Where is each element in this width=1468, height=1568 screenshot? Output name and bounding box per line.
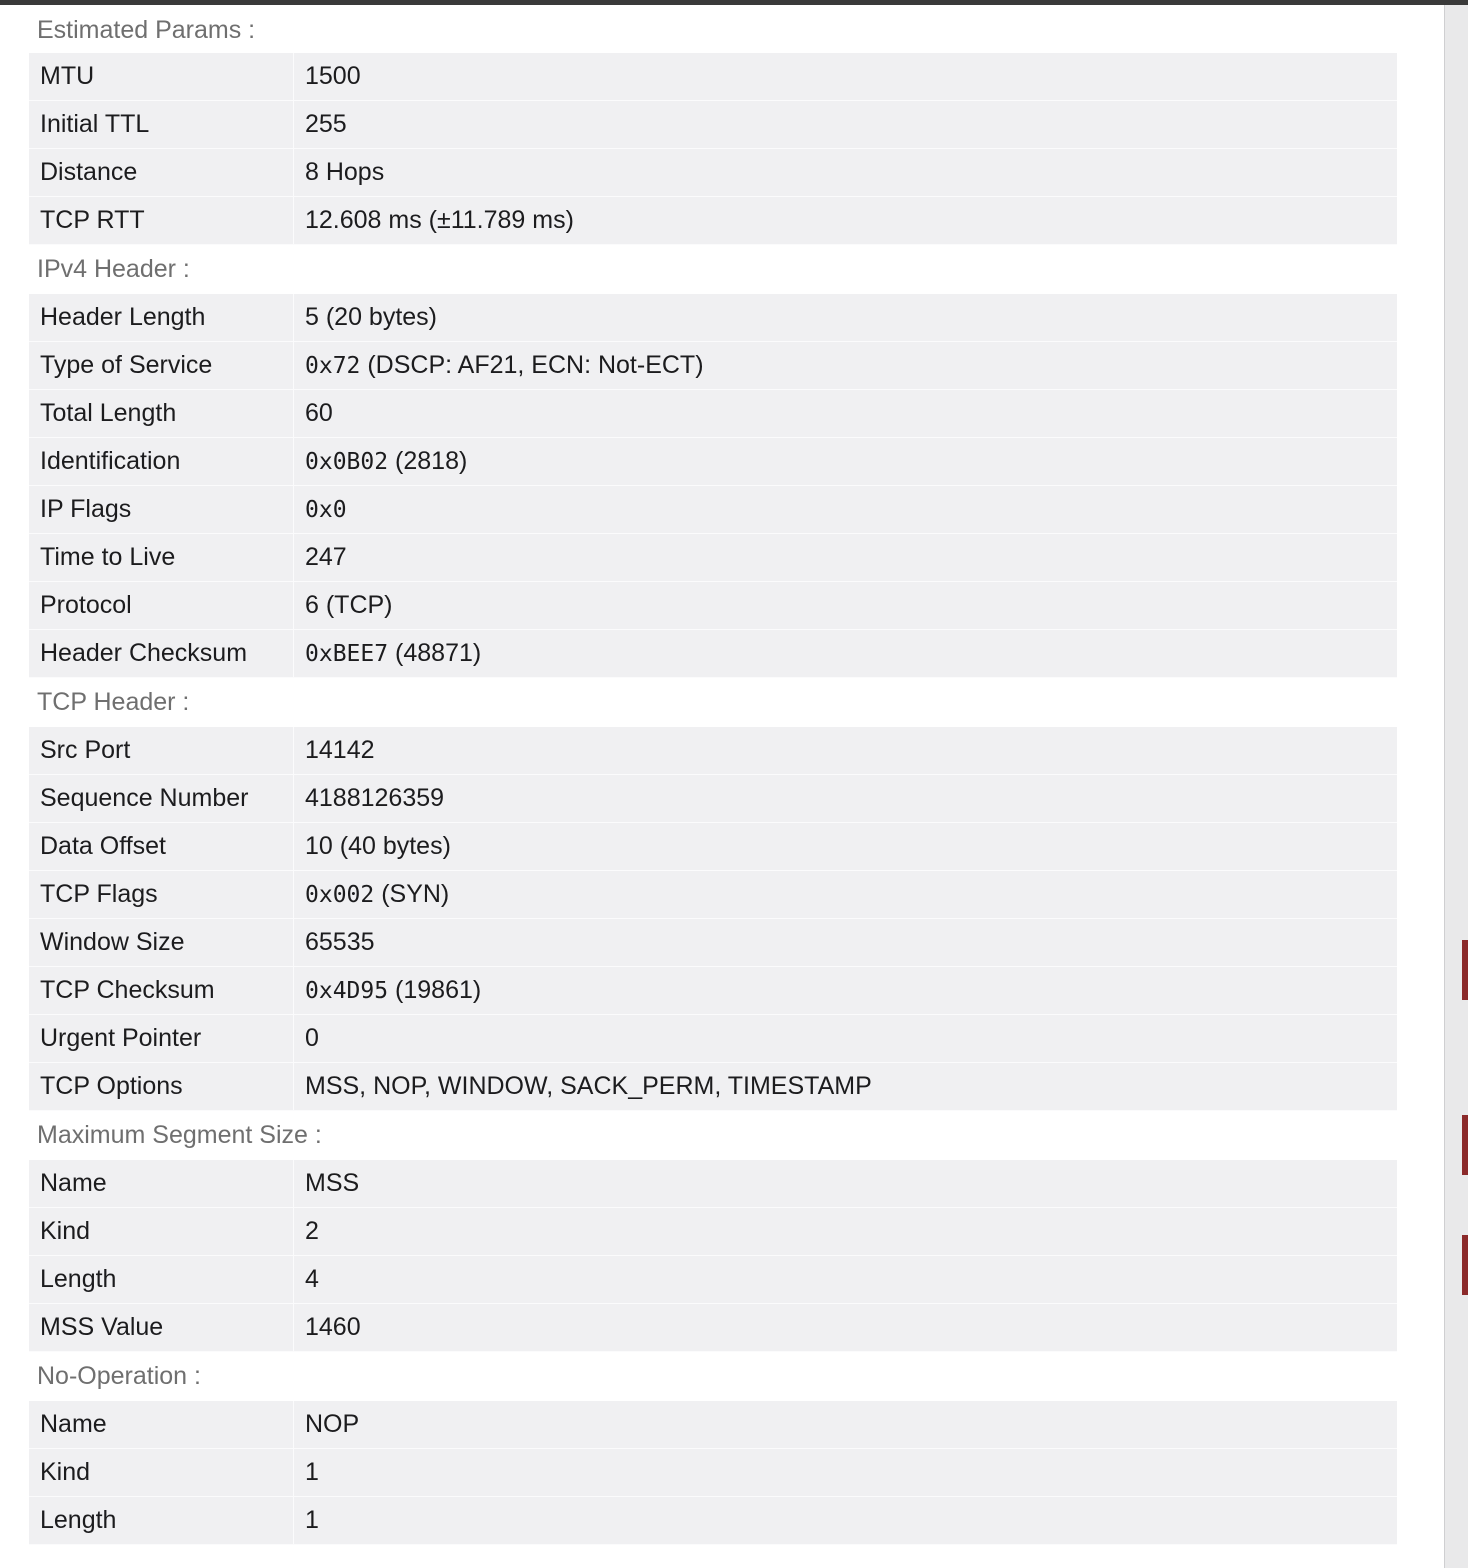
row-value: 12.608 ms (±11.789 ms): [305, 206, 574, 234]
row-key: MSS Value: [29, 1304, 294, 1351]
table-row: [29, 727, 1397, 775]
row-key: Type of Service: [29, 342, 294, 389]
row-key: Sequence Number: [29, 775, 294, 822]
row-key: TCP RTT: [29, 197, 294, 244]
row-value: 247: [305, 543, 347, 571]
row-key: Data Offset: [29, 823, 294, 870]
row-key: Identification: [29, 438, 294, 485]
table-row: [29, 1015, 1397, 1063]
table-row: [29, 823, 1397, 871]
background-window-marker: [1462, 940, 1468, 1000]
row-value: 4: [305, 1265, 319, 1293]
section-title-tcp-header: TCP Header :: [37, 688, 190, 716]
table-row: [29, 871, 1397, 919]
background-window-edge: [1444, 5, 1468, 1568]
row-value: [294, 342, 1397, 389]
row-key: Distance: [29, 149, 294, 196]
table-row: [29, 101, 1397, 149]
row-value: 8 Hops: [305, 158, 385, 186]
row-value: 4188126359: [305, 784, 445, 812]
value-detail: (SYN): [381, 880, 450, 908]
row-key: Length: [29, 1256, 294, 1303]
section-title-no-operation: No-Operation :: [37, 1362, 201, 1390]
table-row: [29, 1401, 1397, 1449]
row-value: MSS, NOP, WINDOW, SACK_PERM, TIMESTAMP: [305, 1072, 872, 1100]
row-value: 60: [305, 399, 333, 427]
table-row: [29, 294, 1397, 342]
table-row: [29, 149, 1397, 197]
row-key: Name: [29, 1401, 294, 1448]
hex-value: 0x4D95: [305, 978, 389, 1004]
hex-value: 0x002: [305, 882, 375, 908]
table-row: [29, 390, 1397, 438]
row-key: Protocol: [29, 582, 294, 629]
row-value: [294, 630, 1397, 677]
table-row: [29, 630, 1397, 678]
table-row: [29, 53, 1397, 101]
row-value: 6 (TCP): [305, 591, 393, 619]
table-row: [29, 197, 1397, 245]
row-value: NOP: [305, 1410, 360, 1438]
table-row: [29, 1063, 1397, 1111]
background-window-marker: [1462, 1115, 1468, 1175]
value-detail: (19861): [395, 976, 482, 1004]
row-key: Urgent Pointer: [29, 1015, 294, 1062]
row-value: 65535: [305, 928, 375, 956]
value-detail: (DSCP: AF21, ECN: Not-ECT): [367, 351, 704, 379]
table-row: [29, 582, 1397, 630]
row-value: 2: [305, 1217, 319, 1245]
row-value: [294, 486, 1397, 533]
row-value: [294, 967, 1397, 1014]
table-row: [29, 438, 1397, 486]
row-key: Header Length: [29, 294, 294, 341]
row-key: Time to Live: [29, 534, 294, 581]
value-detail: (2818): [395, 447, 468, 475]
row-key: Name: [29, 1160, 294, 1207]
section-title-estimated-params: Estimated Params :: [37, 16, 256, 44]
background-window-marker: [1462, 1235, 1468, 1295]
row-key: TCP Checksum: [29, 967, 294, 1014]
table-row: [29, 919, 1397, 967]
table-row: [29, 1497, 1397, 1545]
row-key: Initial TTL: [29, 101, 294, 148]
row-key: TCP Options: [29, 1063, 294, 1110]
section-title-ipv4-header: IPv4 Header :: [37, 255, 190, 283]
table-row: [29, 486, 1397, 534]
row-key: Src Port: [29, 727, 294, 774]
row-value: [294, 871, 1397, 918]
table-row: [29, 1304, 1397, 1352]
table-row: [29, 1208, 1397, 1256]
hex-value: 0x0B02: [305, 449, 389, 475]
row-key: MTU: [29, 53, 294, 100]
hex-value: 0x0: [305, 497, 347, 523]
row-key: Kind: [29, 1449, 294, 1496]
row-key: IP Flags: [29, 486, 294, 533]
packet-details-panel: [29, 5, 1397, 1545]
section-title-maximum-segment-size: Maximum Segment Size :: [37, 1121, 322, 1149]
row-key: Window Size: [29, 919, 294, 966]
table-row: [29, 1256, 1397, 1304]
row-value: 10 (40 bytes): [305, 832, 451, 860]
row-value: MSS: [305, 1169, 360, 1197]
row-value: [294, 438, 1397, 485]
hex-value: 0xBEE7: [305, 641, 389, 667]
row-key: Kind: [29, 1208, 294, 1255]
value-detail: (48871): [395, 639, 482, 667]
table-row: [29, 1449, 1397, 1497]
row-value: 1: [305, 1458, 319, 1486]
table-row: [29, 534, 1397, 582]
row-value: 1: [305, 1506, 319, 1534]
row-value: 0: [305, 1024, 319, 1052]
row-value: 5 (20 bytes): [305, 303, 438, 331]
row-key: Header Checksum: [29, 630, 294, 677]
row-value: 1500: [305, 62, 361, 90]
hex-value: 0x72: [305, 353, 361, 379]
table-row: [29, 1160, 1397, 1208]
row-value: 255: [305, 110, 347, 138]
table-row: [29, 967, 1397, 1015]
row-key: Length: [29, 1497, 294, 1544]
row-key: Total Length: [29, 390, 294, 437]
table-row: [29, 342, 1397, 390]
row-key: TCP Flags: [29, 871, 294, 918]
row-value: 14142: [305, 736, 375, 764]
row-value: 1460: [305, 1313, 361, 1341]
table-row: [29, 775, 1397, 823]
